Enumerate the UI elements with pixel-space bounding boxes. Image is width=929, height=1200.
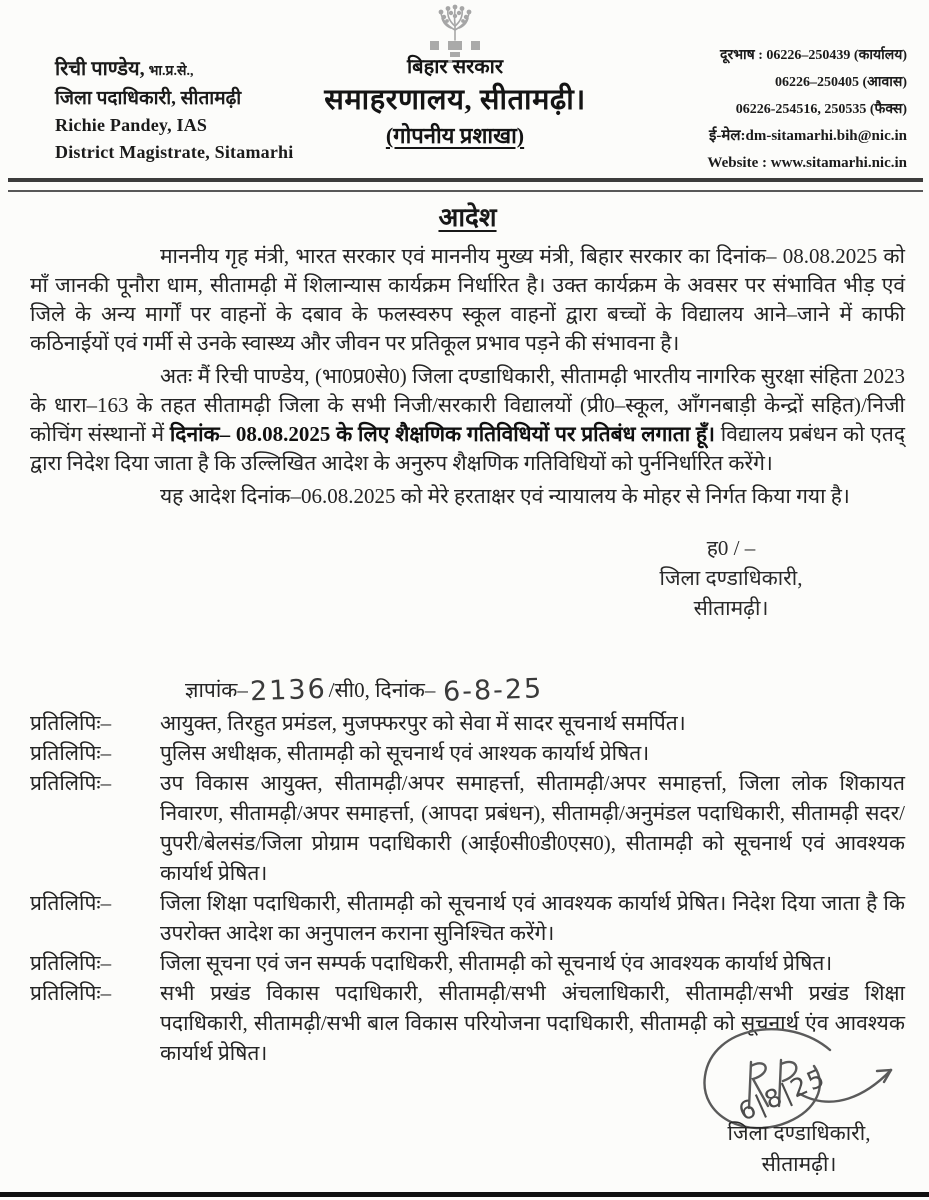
officer-name-english: Richie Pandey, IAS: [55, 115, 208, 135]
paragraph-2-lead: अतः मैं रिची पाण्डेय, (भा0प्र0से0) जिला दण्डाधिकारी, सीतामढ़ी भारतीय नागरिक सुरक्षा संहिता 2023 के धारा–163 के तहत सीतामढ़ी जिला के सभी निजी/सरकारी विद्यालयों (प्री0–स्कूल, आँगनबाड़ी केन्द्रों सहित)/निजी कोचिंग संस्थानों में: [30, 364, 905, 446]
website-address: Website : www.sitamarhi.nic.in: [707, 155, 907, 171]
branch-name: (गोपनीय प्रशाखा): [385, 123, 525, 148]
copy-recipient: जिला सूचना एवं जन सम्पर्क पदाधिकरी, सीतामढ़ी को सूचनार्थ एंव आवश्यक कार्यार्थ प्रेषित।: [160, 951, 833, 975]
bottom-authority-place: सीतामढ़ी।: [761, 1152, 837, 1176]
contact-block: [707, 42, 907, 177]
signed-abbreviation: ह0 / –: [706, 536, 756, 560]
header-divider: [8, 178, 923, 192]
bottom-authority-designation: जिला दण्डाधिकारी,: [727, 1121, 871, 1145]
order-paragraph-2: [30, 362, 905, 478]
issuing-authority-signature-block: [615, 533, 847, 623]
memo-section-suffix: /सी0,: [328, 678, 370, 702]
copy-recipient: पुलिस अधीक्षक, सीतामढ़ी को सूचनार्थ एवं आश्यक कार्यार्थ प्रेषित।: [160, 741, 650, 765]
government-name: बिहार सरकार: [407, 56, 503, 78]
office-name: समाहरणालय, सीतामढ़ी।: [324, 84, 586, 116]
handwritten-signature-date: 6|8|25: [734, 1062, 831, 1127]
copy-recipient: सभी प्रखंड विकास पदाधिकारी, सीतामढ़ी/सभी अंचलाधिकारी, सीतामढ़ी/सभी प्रखंड शिक्षा पदाधिकारी, सीतामढ़ी/सभी बाल विकास परियोजना पदाधिकारी, सीतामढ़ी को सूचनार्थ एंव आवश्यक कार्यार्थ प्रेषित।: [160, 981, 905, 1065]
paragraph-2-directive: विद्यालय प्रबंधन को एतद् द्वारा निदेश दिया जाता है कि उल्लिखित आदेश के अनुरुप शैक्षणिक गतिविधियों को पुर्ननिर्धारित करेंगे।: [30, 422, 906, 475]
copy-row: [30, 738, 905, 768]
copy-recipient: जिला शिक्षा पदाधिकारी, सीतामढ़ी को सूचनार्थ एवं आवश्यक कार्यार्थ प्रेषित। निदेश दिया जाता है कि उपरोक्त आदेश का अनुपालन कराना सुनिश्चित करेंगे।: [160, 891, 905, 945]
copy-recipient: आयुक्त, तिरहुत प्रमंडल, मुजफ्फरपुर को सेवा में सादर सूचनार्थ समर्पित।: [160, 711, 686, 735]
copy-label: प्रतिलिपिः–: [30, 891, 112, 915]
paragraph-2-ban-statement: दिनांक– 08.08.2025 के लिए शैक्षणिक गतिविधियों पर प्रतिबंध लगाता हूँ।: [169, 422, 716, 446]
memo-date-label: दिनांक–: [369, 678, 441, 702]
officer-name-hindi: रिची पाण्डेय,: [55, 58, 145, 80]
order-body: [30, 198, 905, 1068]
copy-label: प्रतिलिपिः–: [30, 711, 112, 735]
copy-row: [30, 708, 905, 738]
letterhead: [0, 0, 929, 178]
bottom-authority-block: [676, 1118, 922, 1180]
order-paragraph-1: माननीय गृह मंत्री, भारत सरकार एवं माननीय मुख्य मंत्री, बिहार सरकार का दिनांक– 08.08.2025 को माँ जानकी पूनौरा धाम, सीतामढ़ी में शिलान्यास कार्यक्रम निर्धारित है। उक्त कार्यक्रम के अवसर पर संभावित भीड़ एवं जिले के अन्य मार्गों पर वाहनों के दबाव के फलस्वरुप स्कूल वाहनों द्वारा बच्चों के विद्यालय आने–जाने में काफी कठिनाईयों एवं गर्मी से उनके स्वास्थ्य और जीवन पर प्रतिकूल प्रभाव पड़ने की संभावना है।: [30, 244, 905, 355]
officer-designation-english: District Magistrate, Sitamarhi: [55, 142, 294, 162]
copy-distribution-list: [30, 708, 905, 1068]
copy-recipient: उप विकास आयुक्त, सीतामढ़ी/अपर समाहर्त्ता, सीतामढ़ी/अपर समाहर्त्ता, जिला लोक शिकायत निवारण, सीतामढ़ी/अपर समाहर्त्ता, (आपदा प्रबंधन), सीतामढ़ी/अनुमंडल पदाधिकारी, सीतामढ़ी सदर/पुपरी/बेलसंड/जिला प्रोग्राम पदाधिकारी (आई0सी0डी0एस0), सीतामढ़ी को सूचनार्थ एवं आवश्यक कार्यार्थ प्रेषित।: [160, 771, 905, 885]
officer-cadre-hindi: भा.प्र.से.,: [148, 64, 194, 79]
office-title-block: [255, 54, 655, 152]
authority-designation: जिला दण्डाधिकारी,: [659, 566, 803, 590]
copy-label: प्रतिलिपिः–: [30, 771, 112, 795]
phone-residence: 06226–250405 (आवास): [774, 75, 907, 90]
scan-edge-line: [0, 1192, 929, 1197]
copy-label: प्रतिलिपिः–: [30, 951, 112, 975]
memo-label: ज्ञापांक–: [185, 678, 248, 702]
officer-designation-hindi: जिला पदाधिकारी, सीतामढ़ी: [55, 88, 242, 109]
copy-row: [30, 948, 905, 978]
order-paragraph-3: यह आदेश दिनांक–06.08.2025 को मेरे हरताक्षर एवं न्यायालय के मोहर से निर्गत किया गया है।: [160, 484, 850, 508]
memo-number-line: [185, 675, 905, 706]
memo-number-handwritten: 2136: [249, 673, 328, 708]
order-title: आदेश: [438, 203, 497, 232]
copy-label: प्रतिलिपिः–: [30, 981, 112, 1005]
phone-fax: 06226-254516, 250535 (फैक्स): [735, 102, 907, 117]
phone-office: दूरभाष : 06226–250439 (कार्यालय): [720, 48, 907, 63]
email-address: ई-मेल:dm-sitamarhi.bih@nic.in: [709, 128, 907, 144]
authority-place: सीतामढ़ी।: [693, 596, 769, 620]
copy-label: प्रतिलिपिः–: [30, 741, 112, 765]
copy-row: [30, 888, 905, 948]
memo-date-handwritten: 6-8-25: [442, 673, 544, 708]
copy-row: [30, 768, 905, 888]
